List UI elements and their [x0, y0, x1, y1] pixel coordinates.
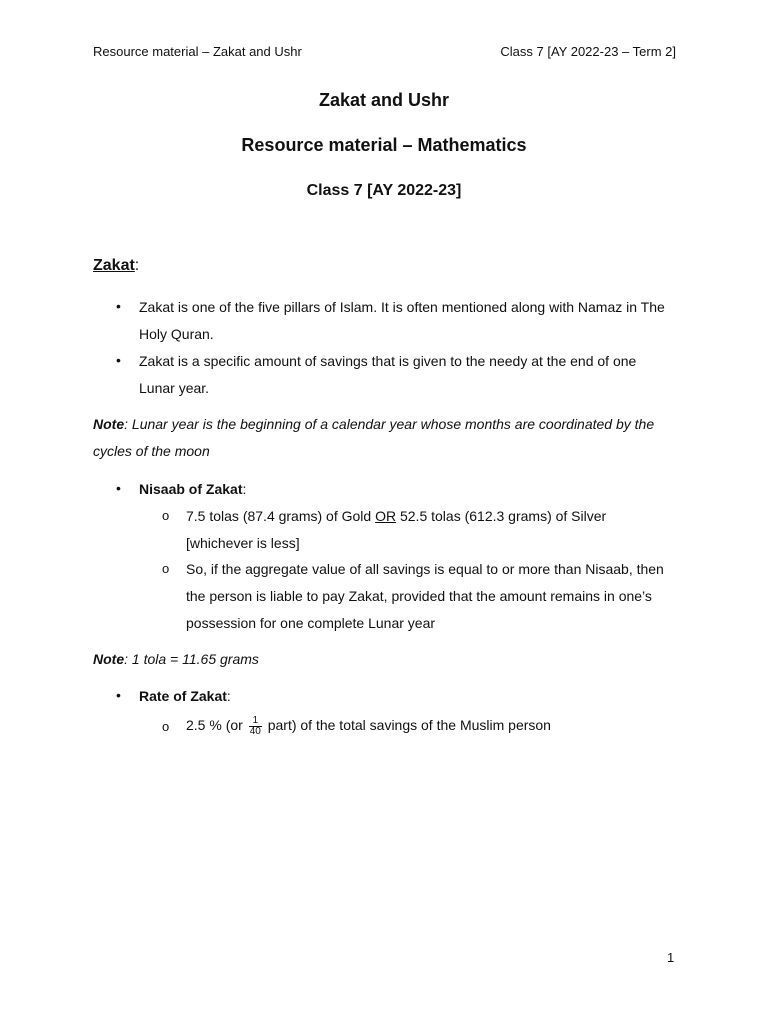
note-label: Note: [93, 416, 125, 432]
zakat-bullet-2-line-2: Lunar year.: [139, 380, 210, 396]
nisaab-sub-2-line-3: possession for one complete Lunar year: [186, 615, 436, 631]
rate-colon: :: [226, 688, 231, 704]
header-right: Class 7 [AY 2022-23 – Term 2]: [500, 44, 676, 59]
bullet-point: •: [116, 298, 121, 314]
note-lunar-year-line-2: cycles of the moon: [93, 443, 210, 459]
nisaab-sub-1-line-1: [186, 507, 606, 525]
nisaab-sub-2-line-2: the person is liable to pay Zakat, provided that the amount remains in one’s: [186, 588, 652, 604]
zakat-heading-colon: :: [134, 257, 140, 274]
zakat-bullet-2-line-1: Zakat is a specific amount of savings that is given to the needy at the end of one: [139, 353, 637, 369]
sub-bullet: o: [162, 508, 170, 523]
nisaab-sub-2-line-1: So, if the aggregate value of all savings is equal to or more than Nisaab, then: [186, 561, 664, 577]
document-subtitle: Resource material – Mathematics: [241, 135, 527, 155]
nisaab-silver-text: 52.5 tolas (612.3 grams) of Silver: [396, 508, 607, 524]
note-lunar-year-line-1: [93, 415, 654, 433]
zakat-bullet-1-line-1: Zakat is one of the five pillars of Islam. It is often mentioned along with Namaz in The: [139, 299, 665, 315]
zakat-bullet-1-line-2: Holy Quran.: [139, 326, 214, 342]
note-tola: [93, 650, 259, 668]
bullet-point: •: [116, 480, 121, 496]
section-heading-zakat: [93, 257, 139, 275]
header-left: Resource material – Zakat and Ushr: [93, 44, 302, 59]
nisaab-sub-1-line-2: [whichever is less]: [186, 535, 300, 551]
page-number: 1: [667, 950, 675, 965]
note-lunar-text: : Lunar year is the beginning of a calendar year whose months are coordinated by the: [124, 416, 655, 432]
nisaab-colon: :: [242, 481, 247, 497]
nisaab-gold-text: 7.5 tolas (87.4 grams) of Gold: [186, 508, 376, 524]
sub-bullet: o: [162, 561, 170, 576]
zakat-heading-text: Zakat: [93, 257, 135, 274]
note-tola-text: : 1 tola = 11.65 grams: [124, 651, 259, 667]
nisaab-label: Nisaab of Zakat: [139, 481, 243, 497]
bullet-point: •: [116, 352, 121, 368]
sub-bullet: o: [162, 719, 170, 734]
rate-text-pre: 2.5 % (or: [186, 717, 247, 733]
rate-text-post: part) of the total savings of the Muslim person: [263, 717, 551, 733]
document-title: Zakat and Ushr: [318, 90, 450, 110]
rate-sub-1: [186, 709, 551, 741]
rate-heading: [139, 687, 231, 705]
fraction-denominator: 40: [249, 725, 261, 737]
rate-label: Rate of Zakat: [139, 688, 227, 704]
nisaab-heading: [139, 480, 246, 498]
fraction-numerator: 1: [249, 716, 262, 727]
note-label: Note: [93, 651, 125, 667]
bullet-point: •: [116, 687, 121, 703]
or-text: OR: [375, 508, 397, 524]
fraction-one-fortieth: [249, 716, 262, 737]
class-heading: Class 7 [AY 2022-23]: [306, 182, 462, 199]
